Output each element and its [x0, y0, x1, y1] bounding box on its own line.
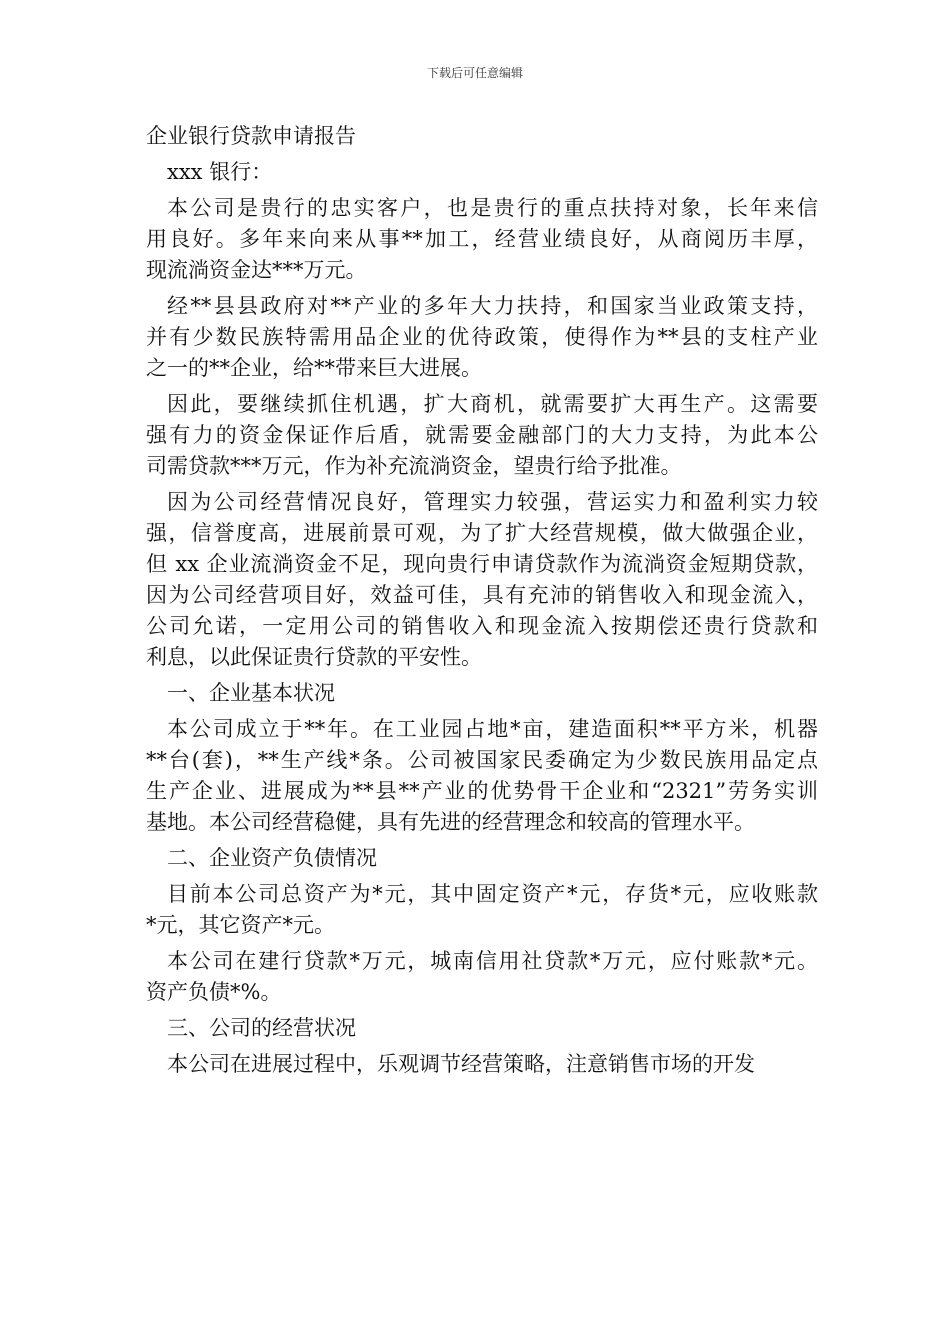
salutation: xxx 银行：	[167, 160, 273, 184]
paragraph-line: 本公司在进展过程中，乐观调节经营策略，注意销售市场的开发	[167, 1052, 755, 1076]
paragraph-list	[146, 193, 818, 1080]
paragraph-line: 司需贷款***万元，作为补充流淌资金，望贵行给予批准。	[146, 454, 682, 478]
paragraph	[146, 291, 818, 384]
document-title: 企业银行贷款申请报告	[146, 124, 356, 148]
paragraph-line: 因为公司经营情况良好，管理实力较强，营运实力和盈利实力较	[167, 490, 818, 514]
paragraph-line: 之一的**企业，给**带来巨大进展。	[146, 356, 482, 380]
paragraph-line: **台(套)，**生产线*条。公司被国家民委确定为少数民族用品定点	[146, 748, 818, 772]
paragraph-line: 因为公司经营项目好，效益可佳，具有充沛的销售收入和现金流入，	[146, 583, 818, 607]
paragraph-line: 本公司成立于**年。在工业园占地*亩，建造面积**平方米，机器	[167, 717, 818, 741]
section-heading: 三、公司的经营状况	[167, 1016, 356, 1040]
paragraph-line: 本公司是贵行的忠实客户，也是贵行的重点扶持对象，长年来信	[167, 196, 818, 220]
paragraph-line: 并有少数民族特需用品企业的优待政策，使得作为**县的支柱产业	[146, 325, 818, 349]
paragraph	[146, 389, 818, 482]
paragraph-line: 现流淌资金达***万元。	[146, 258, 367, 282]
paragraph	[146, 946, 818, 1008]
paragraph-line: 利息，以此保证贵行贷款的平安性。	[146, 645, 482, 669]
paragraph-line: 强，信誉度高，进展前景可观，为了扩大经营规模，做大做强企业，	[146, 521, 818, 545]
paragraph-line: 但 xx 企业流淌资金不足，现向贵行申请贷款作为流淌资金短期贷款，	[146, 552, 818, 576]
paragraph	[146, 879, 818, 941]
paragraph-line: 本公司在建行贷款*万元，城南信用社贷款*万元，应付账款*元。	[167, 949, 818, 973]
paragraph-line: 强有力的资金保证作后盾，就需要金融部门的大力支持，为此本公	[146, 423, 818, 447]
paragraph	[146, 487, 818, 673]
paragraph-line: 公司允诺，一定用公司的销售收入和现金流入按期偿还贵行贷款和	[146, 614, 818, 638]
paragraph	[146, 714, 818, 838]
paragraph-line: 目前本公司总资产为*元，其中固定资产*元，存货*元，应收账款	[167, 882, 818, 906]
page-header: 下载后可任意编辑	[426, 66, 523, 80]
section-heading: 一、企业基本状况	[167, 681, 335, 705]
paragraph-line: 生产企业、进展成为**县**产业的优势骨干企业和“2321”劳务实训	[146, 779, 818, 803]
paragraph-line: 基地。本公司经营稳健，具有先进的经营理念和较高的管理水平。	[146, 810, 755, 834]
section-heading: 二、企业资产负债情况	[167, 846, 377, 870]
paragraph	[146, 193, 818, 286]
paragraph-line: 资产负债*%。	[146, 980, 282, 1004]
paragraph	[146, 1049, 818, 1080]
paragraph-line: *元，其它资产*元。	[146, 913, 335, 937]
paragraph-line: 用良好。多年来向来从事**加工，经营业绩良好，从商阅历丰厚，	[146, 227, 818, 251]
document-body	[146, 121, 818, 1085]
paragraph-line: 经**县县政府对**产业的多年大力扶持，和国家当业政策支持，	[167, 294, 818, 318]
paragraph-line: 因此，要继续抓住机遇，扩大商机，就需要扩大再生产。这需要	[167, 392, 818, 416]
